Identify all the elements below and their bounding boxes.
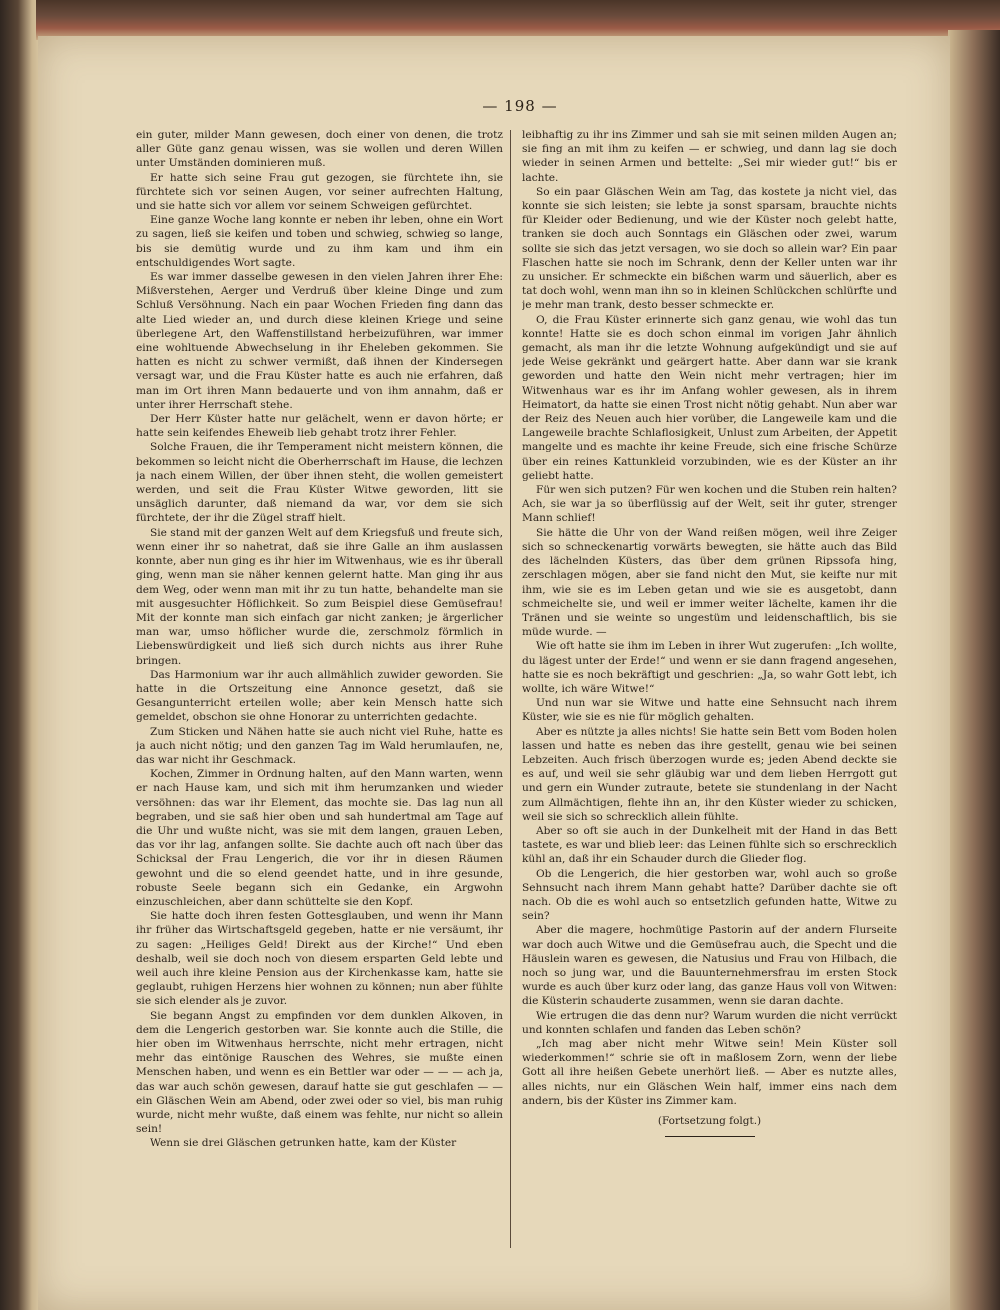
paragraph: Er hatte sich seine Frau gut gezogen, sie fürchtete ihn, sie fürchtete sich vor seinen Augen, vor seiner aufrechten Haltung, und sie hatte sich vor allem vor seinem Schweigen gefürchtet. <box>136 171 503 213</box>
page-number: — 198 — <box>482 97 558 115</box>
paragraph: Der Herr Küster hatte nur gelächelt, wenn er davon hörte; er hatte sein keifendes Eheweib lieb gehabt trotz ihrer Fehler. <box>136 413 503 440</box>
paragraph: Sie hatte doch ihren festen Gottesglauben, und wenn ihr Mann ihr früher das Wirtschaftsgeld gegeben, hatte er nie versäumt, ihr zu sagen: „Heiliges Geld! Direkt aus der Kirche!“ Und eben deshalb, weil sie doch noch von diesem ersparten Geld lebte und weil auch ihre kleine Pension aus der Kirchenkasse kam, hatte sie geglaubt, ruhigen Herzens hier wohnen zu können; nun aber fühlte sie sich elender als je zuvor. <box>136 910 503 1008</box>
paragraph: Aber es nützte ja alles nichts! Sie hatte sein Bett vom Boden holen lassen und hatte es neben das ihre gestellt, genau wie bei seinen Lebzeiten. Auch frisch überzogen wurde es; jeden Abend deckte sie es auf, und weil sie sehr gläubig war und dem lieben Herrgott gut und gern ein Wunder zutraute, betete sie stundenlang in der Nacht zum Allmächtigen, flehte ihn an, ihr den Küster wieder zu schicken, weil sie sich so schrecklich allein fühlte. <box>522 725 897 823</box>
top-book-edge <box>36 0 1000 40</box>
paragraph: Eine ganze Woche lang konnte er neben ihr leben, ohne ein Wort zu sagen, ließ sie keifen und toben und schwieg, schwieg so lange, bis sie demütig wurde und zu ihm kam und ihm ein entschuldigendes Wort sagte. <box>136 214 503 269</box>
paragraph: Sie begann Angst zu empfinden vor dem dunklen Alkoven, in dem die Lengerich gestorben war. Sie konnte auch die Stille, die hier oben im Witwenhaus herrschte, nicht mehr ertragen, nicht mehr das eintönige Rauschen des Wehres, sie mußte einen Menschen haben, und wenn es ein Bettler war oder — — — ach ja, das war auch schön gewesen, darauf hatte sie gut geschlafen — — ein Gläschen Wein am Abend, oder zwei oder so viel, bis man ruhig wurde, nicht mehr wußte, daß einem was fehlte, nur nicht so allein sein! <box>136 1009 503 1136</box>
paragraph: leibhaftig zu ihr ins Zimmer und sah sie mit seinen milden Augen an; sie fing an mit ihm zu keifen — er schwieg, und dann lag sie doch wieder in seinen Armen und bettelte: „Sei mir wieder gut!“ bis er lachte. <box>522 129 897 184</box>
paragraph: O, die Frau Küster erinnerte sich ganz genau, wie wohl das tun konnte! Hatte sie es doch schon einmal im vorigen Jahr ähnlich gemacht, als man ihr die letzte Wohnung aufgekündigt und sie auf jede Weise gekränkt und geärgert hatte. Aber dann war sie krank geworden und hatte den Wein nicht mehr vertragen; hier im Witwenhaus war es ihr im Anfang wohler gewesen, als in ihrem Heimatort, da hatte sie einen Trost nicht nötig gehabt. Nun aber war der Reiz des Neuen auch hier vorüber, die Langeweile kam und die Langeweile brachte Schlaflosigkeit, Unlust zum Arbeiten, der Appetit mangelte und es machte ihr keine Freude, sich eine frische Schürze über ein reines Kattunkleid vorzubinden, wie es der Küster an ihr geliebt hatte. <box>522 313 897 482</box>
paragraph: Und nun war sie Witwe und hatte eine Sehnsucht nach ihrem Küster, wie sie es nie für möglich gehalten. <box>522 697 897 724</box>
left-text-column <box>136 128 503 1246</box>
paragraph: „Ich mag aber nicht mehr Witwe sein! Mein Küster soll wiederkommen!“ schrie sie oft in maßlosem Zorn, wenn der liebe Gott all ihre heißen Gebete unerhört ließ. — Aber es nutzte alles, alles nichts, nur ein Gläschen Wein half, immer eins nach dem andern, bis der Küster ins Zimmer kam. <box>522 1038 897 1107</box>
paragraph: So ein paar Gläschen Wein am Tag, das kostete ja nicht viel, das konnte sie sich leisten; sie lebte ja sonst sparsam, brauchte nichts für Kleider oder Bedienung, und wie der Küster noch gelebt hatte, tranken sie doch auch Sonntags ein Gläschen oder zwei, warum sollte sie sich das jetzt versagen, wo sie doch so allein war? Ein paar Flaschen hatte sie noch im Schrank, denn der Keller unten war ihr zu unsicher. Er schmeckte ein bißchen warm und säuerlich, aber es tat doch wohl, wenn man ihn so in kleinen Schlückchen schlürfte und je mehr man trank, desto besser schmeckte er. <box>522 185 897 312</box>
paragraph: Ob die Lengerich, die hier gestorben war, wohl auch so große Sehnsucht nach ihrem Mann gehabt hatte? Darüber dachte sie oft nach. Ob die es wohl auch so entsetzlich gefunden hatte, Witwe zu sein? <box>522 867 897 923</box>
paragraph: ein guter, milder Mann gewesen, doch einer von denen, die trotz aller Güte ganz genau wissen, was sie wollen und deren Willen unter Umständen dominieren muß. <box>136 129 503 170</box>
paragraph: Aber so oft sie auch in der Dunkelheit mit der Hand in das Bett tastete, es war und blieb leer: das Leinen fühlte sich so erschrecklich kühl an, daß ihr ein Schauder durch die Glieder flog. <box>522 824 897 866</box>
paragraph: Sie stand mit der ganzen Welt auf dem Kriegsfuß und freute sich, wenn einer ihr so nahetrat, daß sie ihre Galle an ihm auslassen konnte, aber nun ging es ihr hier im Witwenhaus, wie es ihr überall ging, wenn man sie näher kennen gelernt hatte. Man ging ihr aus dem Weg, oder wenn man mit ihr zu tun hatte, behandelte man sie mit ausgesuchter Höflichkeit. So zum Beispiel diese Gemüsefrau! Mit der konnte man sich einfach gar nicht zanken; je ärgerlicher man war, umso höflicher wurde die, zerschmolz förmlich in Liebenswürdigkeit und ließ sich durch nichts aus ihrer Ruhe bringen. <box>136 526 503 667</box>
paragraph: Wie ertrugen die das denn nur? Warum wurden die nicht verrückt und konnten schlafen und fanden das Leben schön? <box>522 1009 897 1036</box>
column-divider <box>510 130 511 1248</box>
paragraph: Das Harmonium war ihr auch allmählich zuwider geworden. Sie hatte in die Ortszeitung eine Annonce gesetzt, daß sie Gesangunterricht erteilen wolle; aber kein Mensch hatte sich gemeldet, obschon sie ohne Honorar zu unterrichten gedachte. <box>136 668 503 724</box>
paragraph: Solche Frauen, die ihr Temperament nicht meistern können, die bekommen so leicht nicht die Oberherrschaft im Hause, die lechzen ja nach einem Willen, der über ihnen steht, die wollen gemeistert werden, und seit die Frau Küster Witwe geworden, litt sie unsäglich darunter, daß niemand da war, vor dem sie sich fürchtete, der ihr die Zügel straff hielt. <box>136 441 503 525</box>
right-book-edge <box>948 30 1000 1310</box>
paragraph: Sie hätte die Uhr von der Wand reißen mögen, weil ihre Zeiger sich so schneckenartig vorwärts bewegten, sie hätte auch das Bild des lächelnden Küsters, das über dem grünen Ripssofa hing, zerschlagen mögen, aber sie fand nicht den Mut, sie keifte nur mit ihm, wie sie es im Leben getan und wie sie es ausgetobt, dann schmeichelte sie, und weil er immer weiter lächelte, kamen ihr die Tränen und sie weinte so ungestüm und leidenschaftlich, bis sie müde wurde. — <box>522 526 897 639</box>
paragraph: Aber die magere, hochmütige Pastorin auf der andern Flurseite war doch auch Witwe und die Gemüsefrau auch, die Specht und die Häuslein waren es gewesen, die Natusius und Frau von Hilbach, die noch so jung war, und die Bauunternehmersfrau im ersten Stock wurde es auch über kurz oder lang, das ganze Haus voll von Witwen: die Küsterin schauderte zusammen, wenn sie daran dachte. <box>522 924 897 1008</box>
paragraph: Wenn sie drei Gläschen getrunken hatte, kam der Küster <box>150 1137 457 1150</box>
paragraph: Es war immer dasselbe gewesen in den vielen Jahren ihrer Ehe: Mißverstehen, Aerger und Verdruß über kleine Dinge und zum Schluß Versöhnung. Nach ein paar Wochen Frieden fing dann das alte Lied wieder an, und durch diese kleinen Kriege und seine überlegene Art, den Waffenstillstand herbeizuführen, war immer eine wohltuende Abwechselung in ihr Eheleben gekommen. Sie hatten es nicht zu schwer vermißt, daß ihnen der Kindersegen versagt war, und die Frau Küster hatte es auch nie erfahren, daß man im Ort ihren Mann bedauerte und von ihm annahm, daß er unter ihrer Herrschaft stehe. <box>136 271 503 411</box>
paragraph: Kochen, Zimmer in Ordnung halten, auf den Mann warten, wenn er nach Hause kam, und sich mit ihm herumzanken und wieder versöhnen: das war ihr Element, das mochte sie. Das lag nun all begraben, und sie saß hier oben und sah hundertmal am Tage auf die Uhr und wußte nicht, was sie mit dem langen, grauen Leben, das vor ihr lag, anfangen sollte. Sie dachte auch oft nach über das Schicksal der Frau Lengerich, die vor ihr in diesen Räumen gewohnt und die so elend geendet hatte, und in ihre gesunde, robuste Seele begann sich ein Gedanke, ein Argwohn einzuschleichen, aber dann schüttelte sie den Kopf. <box>136 768 503 908</box>
paragraph: Wie oft hatte sie ihm im Leben in ihrer Wut zugerufen: „Ich wollte, du lägest unter der Erde!“ und wenn er sie dann fragend angesehen, hatte sie es noch bekräftigt und geschrien: „Ja, so wahr Gott lebt, ich wollte, ich wäre Witwe!“ <box>522 640 897 695</box>
right-text-column <box>522 128 897 1246</box>
continuation-note: (Fortsetzung folgt.) <box>657 1115 762 1128</box>
paragraph: Für wen sich putzen? Für wen kochen und die Stuben rein halten? Ach, sie war ja so überflüssig auf der Welt, seit ihr guter, strenger Mann schlief! <box>522 484 897 525</box>
book-spine-edge <box>0 0 40 1310</box>
paragraph: Zum Sticken und Nähen hatte sie auch nicht viel Ruhe, hatte es ja auch nicht nötig; und den ganzen Tag im Wald herumlaufen, ne, das war nicht ihr Geschmack. <box>136 725 503 766</box>
closing-rule <box>665 1136 755 1137</box>
